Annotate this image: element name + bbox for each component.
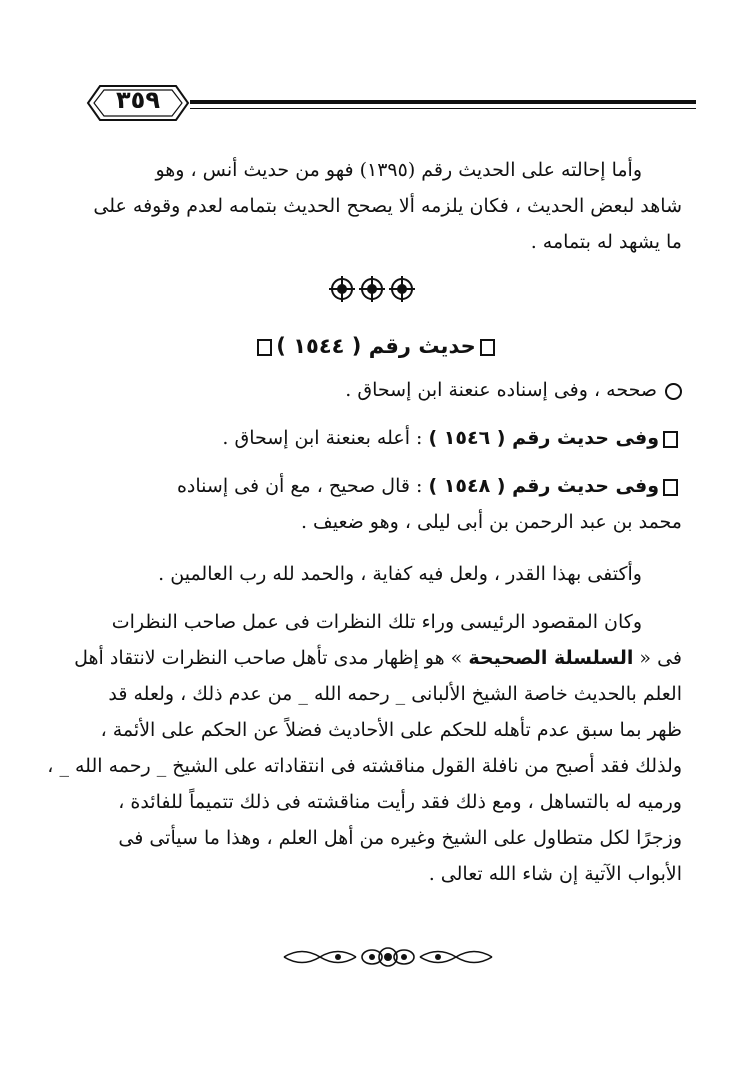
page-number: ٣٥٩ xyxy=(116,86,160,114)
item-2-label: وفى حديث رقم ( ١٥٤٦ ) xyxy=(428,427,659,449)
circle-bullet-icon xyxy=(665,383,682,400)
final-line-4: ظهر بما سبق عدم تأهله للحكم على الأحاديث فضلاً عن الحكم على الأئمة ، xyxy=(100,719,682,741)
square-bullet-icon xyxy=(663,431,678,448)
item-1-line xyxy=(70,372,682,408)
final-paragraph xyxy=(47,604,682,892)
closing-line: وأكتفى بهذا القدر ، ولعل فيه كفاية ، والحمد لله رب العالمين . xyxy=(158,563,642,585)
flower-ornament-icon xyxy=(327,274,417,304)
final-line-1: وكان المقصود الرئيسى وراء تلك النظرات فى عمل صاحب النظرات xyxy=(111,611,642,633)
item-2-line xyxy=(70,420,682,456)
item-3-text-1: : قال صحيح ، مع أن فى إسناده xyxy=(176,475,423,497)
square-bullet-icon xyxy=(663,479,678,496)
intro-line-3: ما يشهد له بتمامه . xyxy=(530,231,682,253)
intro-line-2: شاهد لبعض الحديث ، فكان يلزمه ألا يصحح الحديث بتمامه لعدم وقوفه على xyxy=(93,195,682,217)
item-3 xyxy=(70,468,682,540)
intro-paragraph xyxy=(70,152,682,260)
final-line-3: العلم بالحديث خاصة الشيخ الألبانى _ رحمه الله _ من عدم ذلك ، ولعله قد xyxy=(108,683,682,705)
item-3-line-1 xyxy=(70,468,682,504)
final-line-2-suffix: » هو إظهار مدى تأهل صاحب النظرات لانتقاد أهل xyxy=(74,647,463,669)
section-heading xyxy=(70,330,682,362)
final-line-8: الأبواب الآتية إن شاء الله تعالى . xyxy=(428,863,682,885)
final-line-2 xyxy=(70,640,682,676)
page-number-frame xyxy=(86,82,190,124)
final-line-2-prefix: فى « xyxy=(639,647,682,669)
final-line-6: ورميه له بالتساهل ، ومع ذلك فقد رأيت مناقشته فى ذلك تتميماً للفائدة ، xyxy=(118,791,682,813)
header-rule-thin xyxy=(190,108,696,109)
section-heading-text: حديث رقم ( ١٥٤٤ ) xyxy=(276,334,476,358)
final-line-5: ولذلك فقد أصبح من نافلة القول مناقشته فى انتقاداته على الشيخ _ رحمه الله _ ، xyxy=(47,755,682,777)
item-3-label: وفى حديث رقم ( ١٥٤٨ ) xyxy=(428,475,659,497)
item-1-text: صححه ، وفى إسناده عنعنة ابن إسحاق . xyxy=(345,379,657,401)
section-ornament xyxy=(0,274,744,308)
square-bullet-icon xyxy=(257,339,272,356)
item-3-line-2: محمد بن عبد الرحمن بن أبى ليلى ، وهو ضعيف . xyxy=(300,511,682,533)
page-header xyxy=(86,82,696,128)
item-2-text: : أعله بعنعنة ابن إسحاق . xyxy=(222,427,423,449)
book-title: السلسلة الصحيحة xyxy=(468,647,634,669)
closing-line-block xyxy=(70,556,682,592)
final-line-7: وزجرًا لكل متطاول على الشيخ وغيره من أهل العلم ، وهذا ما سيأتى فى xyxy=(118,827,682,849)
header-rule-thick xyxy=(190,100,696,104)
square-bullet-icon xyxy=(480,339,495,356)
bottom-ornament-icon xyxy=(282,942,494,972)
item-1 xyxy=(70,372,682,408)
item-2 xyxy=(70,420,682,456)
intro-line-1: وأما إحالته على الحديث رقم (١٣٩٥) فهو من حديث أنس ، وهو xyxy=(155,159,642,181)
